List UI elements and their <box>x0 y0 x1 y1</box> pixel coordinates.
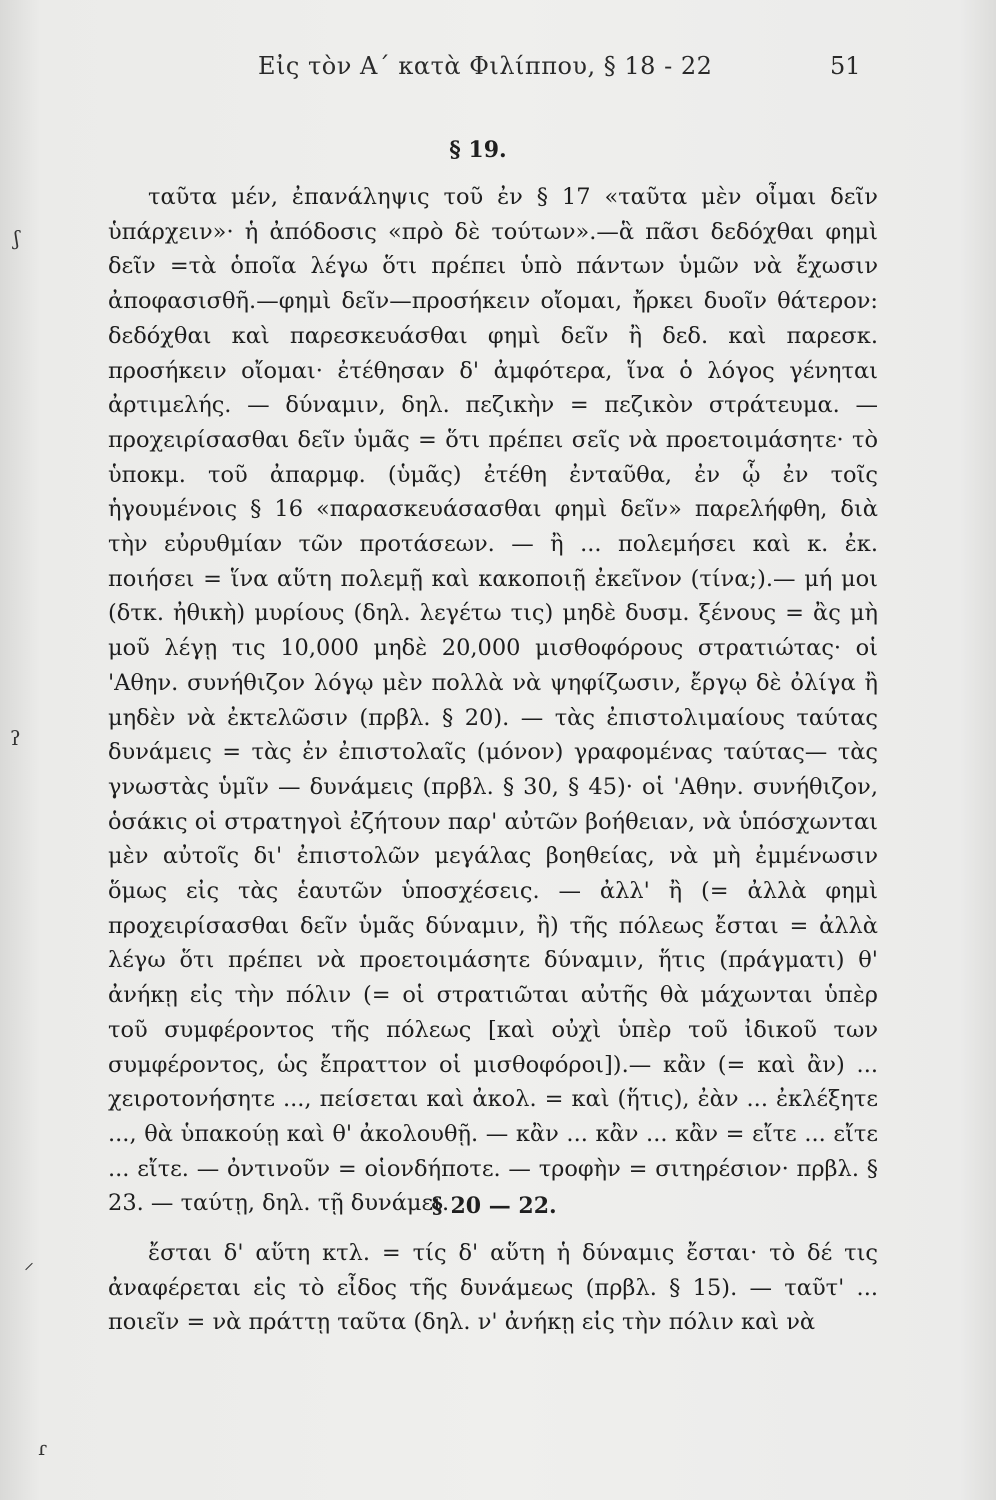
section-heading-19: § 19. <box>449 137 507 163</box>
margin-mark: ʃ <box>14 226 20 250</box>
margin-mark: ⸍ <box>24 1258 34 1282</box>
margin-mark: ɾ <box>38 1436 48 1460</box>
commentary-paragraph-20-22: ἔσται δ' αὕτη κτλ. = τίς δ' αὕτη ἡ δύναμις ἔσται· τὸ δέ τις ἀναφέρεται εἰς τὸ εἶδος τῆς δυνάμεως (πρβλ. § 15). — ταῦτ' ... ποιεῖν = νὰ πράττῃ ταῦτα (δηλ. ν' ἀνήκῃ εἰς τὴν πόλιν καὶ νὰ <box>108 1240 878 1336</box>
margin-mark: ʔ <box>10 726 21 750</box>
running-title: Εἰς τὸν Α΄ κατὰ Φιλίππου, § 18 - 22 <box>258 52 713 80</box>
section-heading-20-22: § 20 — 22. <box>431 1193 557 1219</box>
page-header <box>0 52 996 92</box>
page-number: 51 <box>830 52 861 80</box>
commentary-paragraph-19: ταῦτα μέν, ἐπανάληψις τοῦ ἐν § 17 «ταῦτα μὲν οἶμαι δεῖν ὑπάρχειν»· ἡ ἀπόδοσις «πρὸ δὲ τούτων».—ἃ πᾶσι δεδόχθαι φημὶ δεῖν =τὰ ὁποῖα λέγω ὅτι πρέπει ὑπὸ πάντων ὑμῶν νὰ ἔχωσιν ἀποφασισθῆ.—φημὶ δεῖν—προσήκειν οἴομαι, ἤρκει δυοῖν θάτερον: δεδόχθαι καὶ παρεσκευάσθαι φημὶ δεῖν ἢ δεδ. καὶ παρεσκ. προσήκειν οἴομαι· ἐτέθησαν δ' ἀμφότερα, ἵνα ὁ λόγος γένηται ἀρτιμελής. — δύναμιν, δηλ. πεζικὴν = πεζικὸν στράτευμα. — προχειρίσασθαι δεῖν ὑμᾶς = ὅτι πρέπει σεῖς νὰ προετοιμάσητε· τὸ ὑποκμ. τοῦ ἀπαρμφ. (ὑμᾶς) ἐτέθη ἐνταῦθα, ἐν ᾧ ἐν τοῖς ἡγουμένοις § 16 «παρασκευάσασθαι φημὶ δεῖν» παρελήφθη, διὰ τὴν εὐρυθμίαν τῶν προτάσεων. — ἢ ... πολεμήσει καὶ κ. ἐκ. ποιήσει = ἵνα αὕτη πολεμῇ καὶ κακοποιῇ ἐκεῖνον (τίνα;).— μή μοι (δτκ. ἠθικὴ) μυρίους (δηλ. λεγέτω τις) μηδὲ δυσμ. ξένους = ἂς μὴ μοῦ λέγῃ τις 10,000 μηδὲ 20,000 μισθοφόρους στρατιώτας· οἱ 'Αθην. συνήθιζον λόγῳ μὲν πολλὰ νὰ ψηφίζωσιν, ἔργῳ δὲ ὀλίγα ἢ μηδὲν νὰ ἐκτελῶσιν (πρβλ. § 20). — τὰς ἐπιστολιμαίους ταύτας δυνάμεις = τὰς ἐν ἐπιστολαῖς (μόνον) γραφομένας ταύτας— τὰς γνωστὰς ὑμῖν — δυνάμεις (πρβλ. § 30, § 45)· οἱ 'Αθην. συνήθιζον, ὁσάκις οἱ στρατηγοὶ ἐζήτουν παρ' αὐτῶν βοήθειαν, νὰ ὑπόσχωνται μὲν αὐτοῖς δι' ἐπιστολῶν μεγάλας βοηθείας, νὰ μὴ ἐμμένωσιν ὅμως εἰς τὰς ἑαυτῶν ὑποσχέσεις. — ἀλλ' ἢ (= ἀλλὰ φημὶ προχειρίσασθαι δεῖν ὑμᾶς δύναμιν, ἢ) τῆς πόλεως ἔσται = ἀλλὰ λέγω ὅτι πρέπει νὰ προετοιμάσητε δύναμιν, ἥτις (πράγματι) θ' ἀνήκῃ εἰς τὴν πόλιν (= οἱ στρατιῶται αὐτῆς θὰ μάχωνται ὑπὲρ τοῦ συμφέροντος τῆς πόλεως [καὶ οὐχὶ ὑπὲρ τοῦ ἰδικοῦ των συμφέροντος, ὡς ἔπραττον οἱ μισθοφόροι]).— κἂν (= καὶ ἂν) ... χειροτονήσητε ..., πείσεται καὶ ἀκολ. = καὶ (ἥτις), ἐὰν ... ἐκλέξητε ..., θὰ ὑπακούῃ καὶ θ' ἀκολουθῇ. — κἂν ... κἂν ... κἂν = εἴτε ... εἴτε ... εἴτε. — ὀντινοῦν = οἱονδήποτε. — τροφὴν = σιτηρέσιον· πρβλ. § 23. — ταύτῃ, δηλ. τῇ δυνάμει. <box>108 184 878 1217</box>
